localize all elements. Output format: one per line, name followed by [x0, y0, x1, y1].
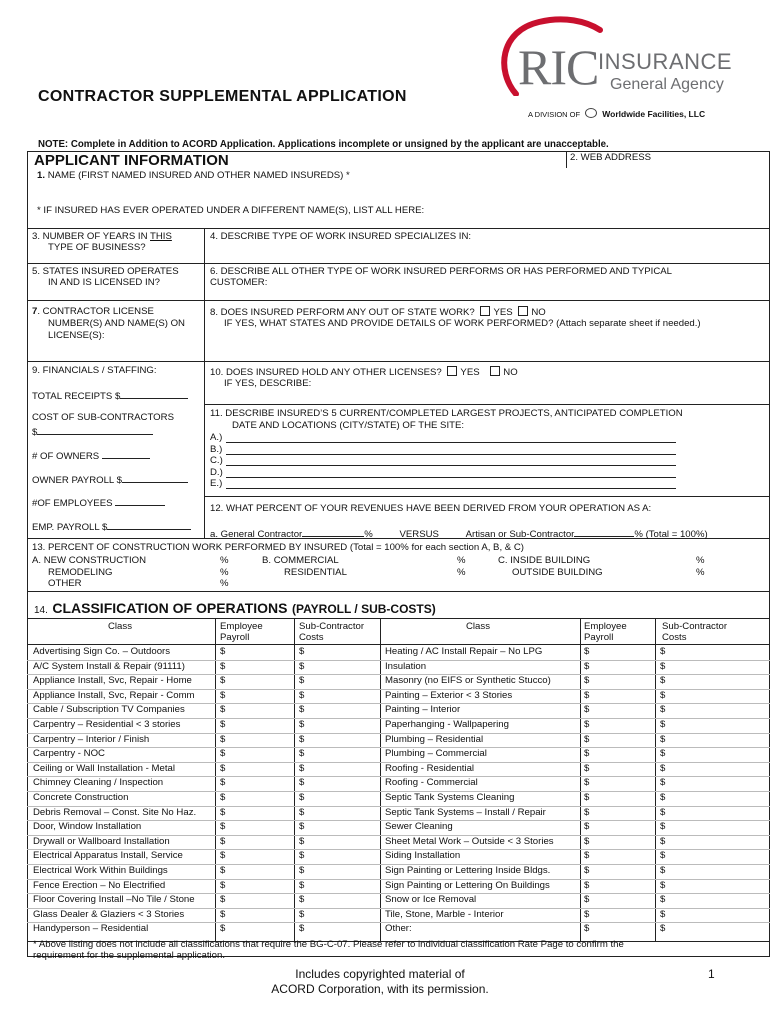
q6-label: 6. DESCRIBE ALL OTHER TYPE OF WORK INSURED PERFORMS OR HAS PERFORMED AND TYPICAL: [210, 266, 673, 277]
col-class-right: Class: [466, 621, 490, 632]
sub-cost-left-field[interactable]: $: [299, 806, 305, 818]
project-item: E.): [210, 478, 223, 489]
col-emp-right: Employee: [584, 621, 627, 632]
q7-label-2: NUMBER(S) AND NAME(S) ON: [48, 318, 185, 329]
sub-cost-left-field[interactable]: $: [299, 733, 305, 745]
sub-cost-right-field[interactable]: $: [660, 646, 666, 657]
col-sub-left-2: Costs: [299, 632, 324, 643]
emp-payroll-right-field[interactable]: $: [584, 821, 590, 833]
col-emp-left-2: Payroll: [220, 632, 250, 643]
footer-copyright-1: Includes copyrighted material of: [295, 967, 465, 981]
sub-cost-right-field[interactable]: $: [660, 835, 666, 847]
owner-payroll-field[interactable]: [122, 473, 188, 483]
sub-cost-right-field[interactable]: $: [660, 719, 666, 730]
q10-yes-checkbox[interactable]: [447, 366, 457, 376]
q8-label: 8. DOES INSURED PERFORM ANY OUT OF STATE WORK? YES NO: [210, 307, 546, 318]
q11-label-2: DATE AND LOCATIONS (CITY/STATE) OF THE SITE:: [232, 420, 465, 431]
class-right-label: Sheet Metal Work – Outside < 3 Stories: [385, 835, 554, 847]
cost-sub-field[interactable]: [37, 425, 153, 435]
q12-label: 12. WHAT PERCENT OF YOUR REVENUES HAVE BEEN DERIVED FROM YOUR OPERATION AS A:: [210, 503, 652, 514]
class-right-label: Other:: [385, 923, 412, 935]
emp-payroll-right-field[interactable]: $: [584, 923, 590, 935]
note: NOTE: Complete in Addition to ACORD Application. Applications incomplete or unsigned by the applicant are unacceptable.: [38, 139, 609, 150]
class-left-label: Chimney Cleaning / Inspection: [33, 777, 164, 789]
sub-cost-right-field[interactable]: $: [660, 865, 666, 876]
class-left-label: Carpentry – Interior / Finish: [33, 733, 150, 745]
q12-answer: a. General Contractor % VERSUS Artisan or Sub-Contractor % (Total = 100%): [210, 529, 708, 540]
sub-cost-left-field[interactable]: $: [299, 908, 305, 920]
sub-cost-left-field[interactable]: $: [299, 792, 305, 803]
q3-label-2: TYPE OF BUSINESS?: [48, 242, 146, 253]
sub-cost-left-field[interactable]: $: [299, 704, 305, 716]
q13-a3: OTHER: [48, 578, 82, 589]
emp-payroll-left-field[interactable]: $: [220, 660, 226, 672]
q4-label: 4. DESCRIBE TYPE OF WORK INSURED SPECIALIZES IN:: [210, 231, 472, 242]
total-receipts-field[interactable]: [120, 389, 188, 399]
gc-percent-field[interactable]: [302, 527, 364, 537]
emp-payroll-left-field[interactable]: $: [220, 733, 226, 745]
sub-cost-left-field[interactable]: $: [299, 850, 305, 862]
q13-a2-pct: %: [220, 567, 229, 578]
q1-label: [37, 170, 350, 181]
sub-cost-right-field[interactable]: $: [660, 894, 666, 906]
sub-cost-right-field[interactable]: $: [660, 850, 666, 862]
col-sub-right-2: Costs: [662, 632, 687, 643]
class-right-label: Tile, Stone, Marble - Interior: [385, 908, 504, 920]
emp-payroll-right-field[interactable]: $: [584, 762, 590, 774]
total-receipts-label: TOTAL RECEIPTS $: [32, 389, 188, 402]
sub-cost-left-field[interactable]: $: [299, 646, 305, 657]
class-right-label: Plumbing – Commercial: [385, 748, 487, 760]
class-left-label: Carpentry - NOC: [33, 748, 105, 760]
sub-cost-left-field[interactable]: $: [299, 923, 305, 935]
emp-payroll-left-field[interactable]: $: [220, 704, 226, 716]
q10-label-2: IF YES, DESCRIBE:: [224, 378, 312, 389]
class-right-label: Roofing - Commercial: [385, 777, 478, 789]
emp-payroll-right-field[interactable]: $: [584, 675, 590, 687]
emp-payroll-right-field[interactable]: $: [584, 748, 590, 760]
q13-b1: B. COMMERCIAL: [262, 555, 339, 566]
different-names-label: * IF INSURED HAS EVER OPERATED UNDER A DIFFERENT NAME(S), LIST ALL HERE:: [37, 205, 425, 216]
page-number: 1: [708, 967, 715, 981]
class-right-label: Heating / AC Install Repair – No LPG: [385, 646, 543, 657]
q13-a3-pct: %: [220, 578, 229, 589]
emp-payroll-left-field[interactable]: $: [220, 850, 226, 862]
q11-label: 11. DESCRIBE INSURED’S 5 CURRENT/COMPLETED LARGEST PROJECTS, ANTICIPATED COMPLETION: [210, 408, 683, 419]
col-sub-left: Sub-Contractor: [299, 621, 365, 632]
class-right-label: Painting – Interior: [385, 704, 461, 716]
q13-a1-pct: %: [220, 555, 229, 566]
emp-payroll-left-field[interactable]: $: [220, 806, 226, 818]
sub-cost-left-field[interactable]: $: [299, 689, 305, 701]
col-sub-right: Sub-Contractor: [662, 621, 728, 632]
q13-b1-pct: %: [457, 555, 466, 566]
q8-yes-checkbox[interactable]: [480, 306, 490, 316]
emp-payroll-right-field[interactable]: $: [584, 704, 590, 716]
emp-payroll-label: EMP. PAYROLL $: [32, 520, 191, 533]
web-address-label: 2. WEB ADDRESS: [570, 152, 652, 163]
class-left-label: A/C System Install & Repair (91111): [33, 660, 185, 672]
q8-label-2: IF YES, WHAT STATES AND PROVIDE DETAILS OF WORK PERFORMED? (Attach separate sheet if needed.): [224, 318, 701, 329]
employees-field[interactable]: [115, 496, 165, 506]
q13-c1: C. INSIDE BUILDING: [498, 555, 591, 566]
q8-no-checkbox[interactable]: [518, 306, 528, 316]
emp-payroll-right-field[interactable]: $: [584, 733, 590, 745]
emp-payroll-left-field[interactable]: $: [220, 821, 226, 833]
emp-payroll-left-field[interactable]: $: [220, 675, 226, 687]
q5-label: 5. STATES INSURED OPERATES: [32, 266, 179, 277]
sub-cost-left-field[interactable]: $: [299, 865, 305, 876]
sub-cost-right-field[interactable]: $: [660, 762, 666, 774]
sub-cost-left-field[interactable]: $: [299, 879, 305, 891]
q13-b2-pct: %: [457, 567, 466, 578]
sub-cost-right-field[interactable]: $: [660, 923, 666, 935]
emp-payroll-left-field[interactable]: $: [220, 719, 226, 730]
sub-cost-left-field[interactable]: $: [299, 762, 305, 774]
q1-text: NAME (FIRST NAMED INSURED AND OTHER NAMED INSUREDS) *: [47, 170, 350, 181]
q13-a2: REMODELING: [48, 567, 113, 578]
col-emp-right-2: Payroll: [584, 632, 614, 643]
emp-payroll-left-field[interactable]: $: [220, 908, 226, 920]
logo-insurance-text: INSURANCE: [598, 49, 733, 74]
class-left-label: Handyperson – Residential: [33, 923, 149, 935]
emp-payroll-left-field[interactable]: $: [220, 748, 226, 760]
emp-payroll-field[interactable]: [107, 520, 191, 530]
emp-payroll-right-field[interactable]: $: [584, 777, 590, 789]
class-left-label: Drywall or Wallboard Installation: [33, 835, 170, 847]
class-left-label: Glass Dealer & Glaziers < 3 Stories: [33, 908, 185, 920]
footnote-1: * Above listing does not include all classifications that require the BG-C-07. Please refer to individual classification Rate Page to confirm the: [33, 939, 624, 950]
sub-cost-right-field[interactable]: $: [660, 792, 666, 803]
project-item: B.): [210, 443, 223, 455]
q1-num: 1.: [37, 170, 46, 181]
emp-payroll-left-field[interactable]: $: [220, 762, 226, 774]
class-right-label: Siding Installation: [385, 850, 461, 862]
division-company: Worldwide Facilities, LLC: [602, 109, 706, 119]
emp-payroll-left-field[interactable]: $: [220, 879, 226, 891]
division-label: A DIVISION OF: [528, 110, 581, 119]
sub-cost-left-field[interactable]: $: [299, 821, 305, 833]
sub-cost-left-field[interactable]: $: [299, 660, 305, 672]
emp-payroll-right-field[interactable]: $: [584, 850, 590, 862]
class-left-label: Cable / Subscription TV Companies: [33, 704, 185, 716]
section-title-applicant: APPLICANT INFORMATION: [34, 152, 229, 169]
sub-cost-right-field[interactable]: $: [660, 908, 666, 920]
class-left-label: Electrical Work Within Buildings: [33, 865, 168, 876]
page-title: CONTRACTOR SUPPLEMENTAL APPLICATION: [38, 88, 407, 105]
sub-cost-left-field[interactable]: $: [299, 777, 305, 789]
ric-logo: [494, 14, 764, 106]
sub-cost-left-field[interactable]: $: [299, 719, 305, 730]
division-line: [528, 108, 705, 120]
emp-payroll-right-field[interactable]: $: [584, 894, 590, 906]
emp-payroll-left-field[interactable]: $: [220, 792, 226, 803]
class-right-label: Septic Tank Systems Cleaning: [385, 792, 515, 803]
emp-payroll-right-field[interactable]: $: [584, 660, 590, 672]
sub-cost-right-field[interactable]: $: [660, 733, 666, 745]
emp-payroll-right-field[interactable]: $: [584, 646, 590, 657]
emp-payroll-right-field[interactable]: $: [584, 719, 590, 730]
sub-cost-left-field[interactable]: $: [299, 835, 305, 847]
class-left-label: Fence Erection – No Electrified: [33, 879, 166, 891]
emp-payroll-right-field[interactable]: $: [584, 865, 590, 876]
q7-label-3: LICENSE(S):: [48, 330, 105, 341]
owners-label: # OF OWNERS: [32, 449, 150, 462]
q13-c2: OUTSIDE BUILDING: [512, 567, 603, 578]
q13-label: 13. PERCENT OF CONSTRUCTION WORK PERFORMED BY INSURED (Total = 100% for each section A, B, & C): [32, 542, 524, 553]
class-left-label: Ceiling or Wall Installation - Metal: [33, 762, 176, 774]
class-right-label: Plumbing – Residential: [385, 733, 484, 745]
logo-agency-text: General Agency: [610, 76, 724, 93]
emp-payroll-left-field[interactable]: $: [220, 865, 226, 876]
class-right-label: Insulation: [385, 660, 427, 672]
logo-ric-text: RIC: [518, 39, 599, 95]
q13-c1-pct: %: [696, 555, 705, 566]
sub-cost-right-field[interactable]: $: [660, 704, 666, 716]
project-item: C.): [210, 455, 223, 466]
sub-cost-right-field[interactable]: $: [660, 675, 666, 687]
sub-cost-right-field[interactable]: $: [660, 777, 666, 789]
project-field[interactable]: [226, 488, 676, 489]
q7-label: 7. CONTRACTOR LICENSE: [32, 306, 154, 317]
name-field[interactable]: [30, 183, 564, 203]
emp-payroll-left-field[interactable]: $: [220, 646, 226, 657]
project-item: D.): [210, 466, 223, 478]
q10-label: 10. DOES INSURED HOLD ANY OTHER LICENSES? YES NO: [210, 367, 518, 378]
project-field[interactable]: [226, 477, 676, 478]
sub-cost-left-field[interactable]: $: [299, 675, 305, 687]
emp-payroll-right-field[interactable]: $: [584, 908, 590, 920]
class-right-label: Painting – Exterior < 3 Stories: [385, 689, 513, 701]
col-class-left: Class: [108, 621, 132, 632]
class-left-label: Concrete Construction: [33, 792, 129, 803]
sub-cost-right-field[interactable]: $: [660, 748, 666, 760]
project-field[interactable]: [226, 454, 676, 455]
project-field[interactable]: [226, 442, 676, 443]
q13-b2: RESIDENTIAL: [284, 567, 347, 578]
q3-label: 3. NUMBER OF YEARS IN THIS: [32, 231, 172, 242]
sub-cost-left-field[interactable]: $: [299, 894, 305, 906]
sub-cost-right-field[interactable]: $: [660, 821, 666, 833]
q13-a1: A. NEW CONSTRUCTION: [32, 555, 147, 566]
class-right-label: Sign Painting or Lettering On Buildings: [385, 879, 550, 891]
emp-payroll-left-field[interactable]: $: [220, 777, 226, 789]
emp-payroll-right-field[interactable]: $: [584, 806, 590, 818]
class-right-label: Paperhanging - Wallpapering: [385, 719, 509, 730]
employees-label: #OF EMPLOYEES: [32, 496, 165, 509]
sub-cost-right-field[interactable]: $: [660, 660, 666, 672]
emp-payroll-left-field[interactable]: $: [220, 835, 226, 847]
owners-field[interactable]: [102, 449, 150, 459]
class-left-label: Floor Covering Install –No Tile / Stone: [33, 894, 195, 906]
col-emp-left: Employee: [220, 621, 263, 632]
emp-payroll-right-field[interactable]: $: [584, 792, 590, 803]
emp-payroll-right-field[interactable]: $: [584, 879, 590, 891]
q13-c2-pct: %: [696, 567, 705, 578]
class-right-label: Roofing - Residential: [385, 762, 475, 774]
class-right-label: Sewer Cleaning: [385, 821, 453, 833]
cost-sub-line: $: [32, 425, 153, 438]
class-left-label: Debris Removal – Const. Site No Haz.: [33, 806, 197, 818]
emp-payroll-left-field[interactable]: $: [220, 689, 226, 701]
class-left-label: Door, Window Installation: [33, 821, 142, 833]
emp-payroll-left-field[interactable]: $: [220, 894, 226, 906]
class-left-label: Carpentry – Residential < 3 stories: [33, 719, 181, 730]
emp-payroll-left-field[interactable]: $: [220, 923, 226, 935]
class-left-label: Appliance Install, Svc, Repair - Comm: [33, 689, 195, 701]
footer-copyright-2: ACORD Corporation, with its permission.: [271, 982, 489, 996]
class-left-label: Advertising Sign Co. – Outdoors: [33, 646, 171, 657]
sub-cost-right-field[interactable]: $: [660, 879, 666, 891]
project-field[interactable]: [226, 465, 676, 466]
class-right-label: Snow or Ice Removal: [385, 894, 477, 906]
cost-sub-label: COST OF SUB-CONTRACTORS: [32, 412, 174, 423]
class-right-label: Masonry (no EIFS or Synthetic Stucco): [385, 675, 551, 687]
footnote-2: requirement for the supplemental application.: [33, 950, 225, 961]
project-item: A.): [210, 432, 223, 443]
sub-cost-left-field[interactable]: $: [299, 748, 305, 760]
sub-cost-right-field[interactable]: $: [660, 806, 666, 818]
q5-label-2: IN AND IS LICENSED IN?: [48, 277, 160, 288]
section-title-classification: 14. CLASSIFICATION OF OPERATIONS (PAYROLL / SUB-COSTS): [34, 600, 436, 616]
class-right-label: Sign Painting or Lettering Inside Bldgs.: [385, 865, 551, 876]
sub-cost-right-field[interactable]: $: [660, 689, 666, 701]
q10-no-checkbox[interactable]: [490, 366, 500, 376]
emp-payroll-right-field[interactable]: $: [584, 689, 590, 701]
artisan-percent-field[interactable]: [574, 527, 634, 537]
q6-label-2: CUSTOMER:: [210, 277, 268, 288]
emp-payroll-right-field[interactable]: $: [584, 835, 590, 847]
class-right-label: Septic Tank Systems – Install / Repair: [385, 806, 546, 818]
worldwide-icon: [585, 108, 597, 118]
class-left-label: Electrical Apparatus Install, Service: [33, 850, 183, 862]
owner-payroll-label: OWNER PAYROLL $: [32, 473, 188, 486]
q9-label: 9. FINANCIALS / STAFFING:: [32, 365, 157, 376]
class-left-label: Appliance Install, Svc, Repair - Home: [33, 675, 192, 687]
